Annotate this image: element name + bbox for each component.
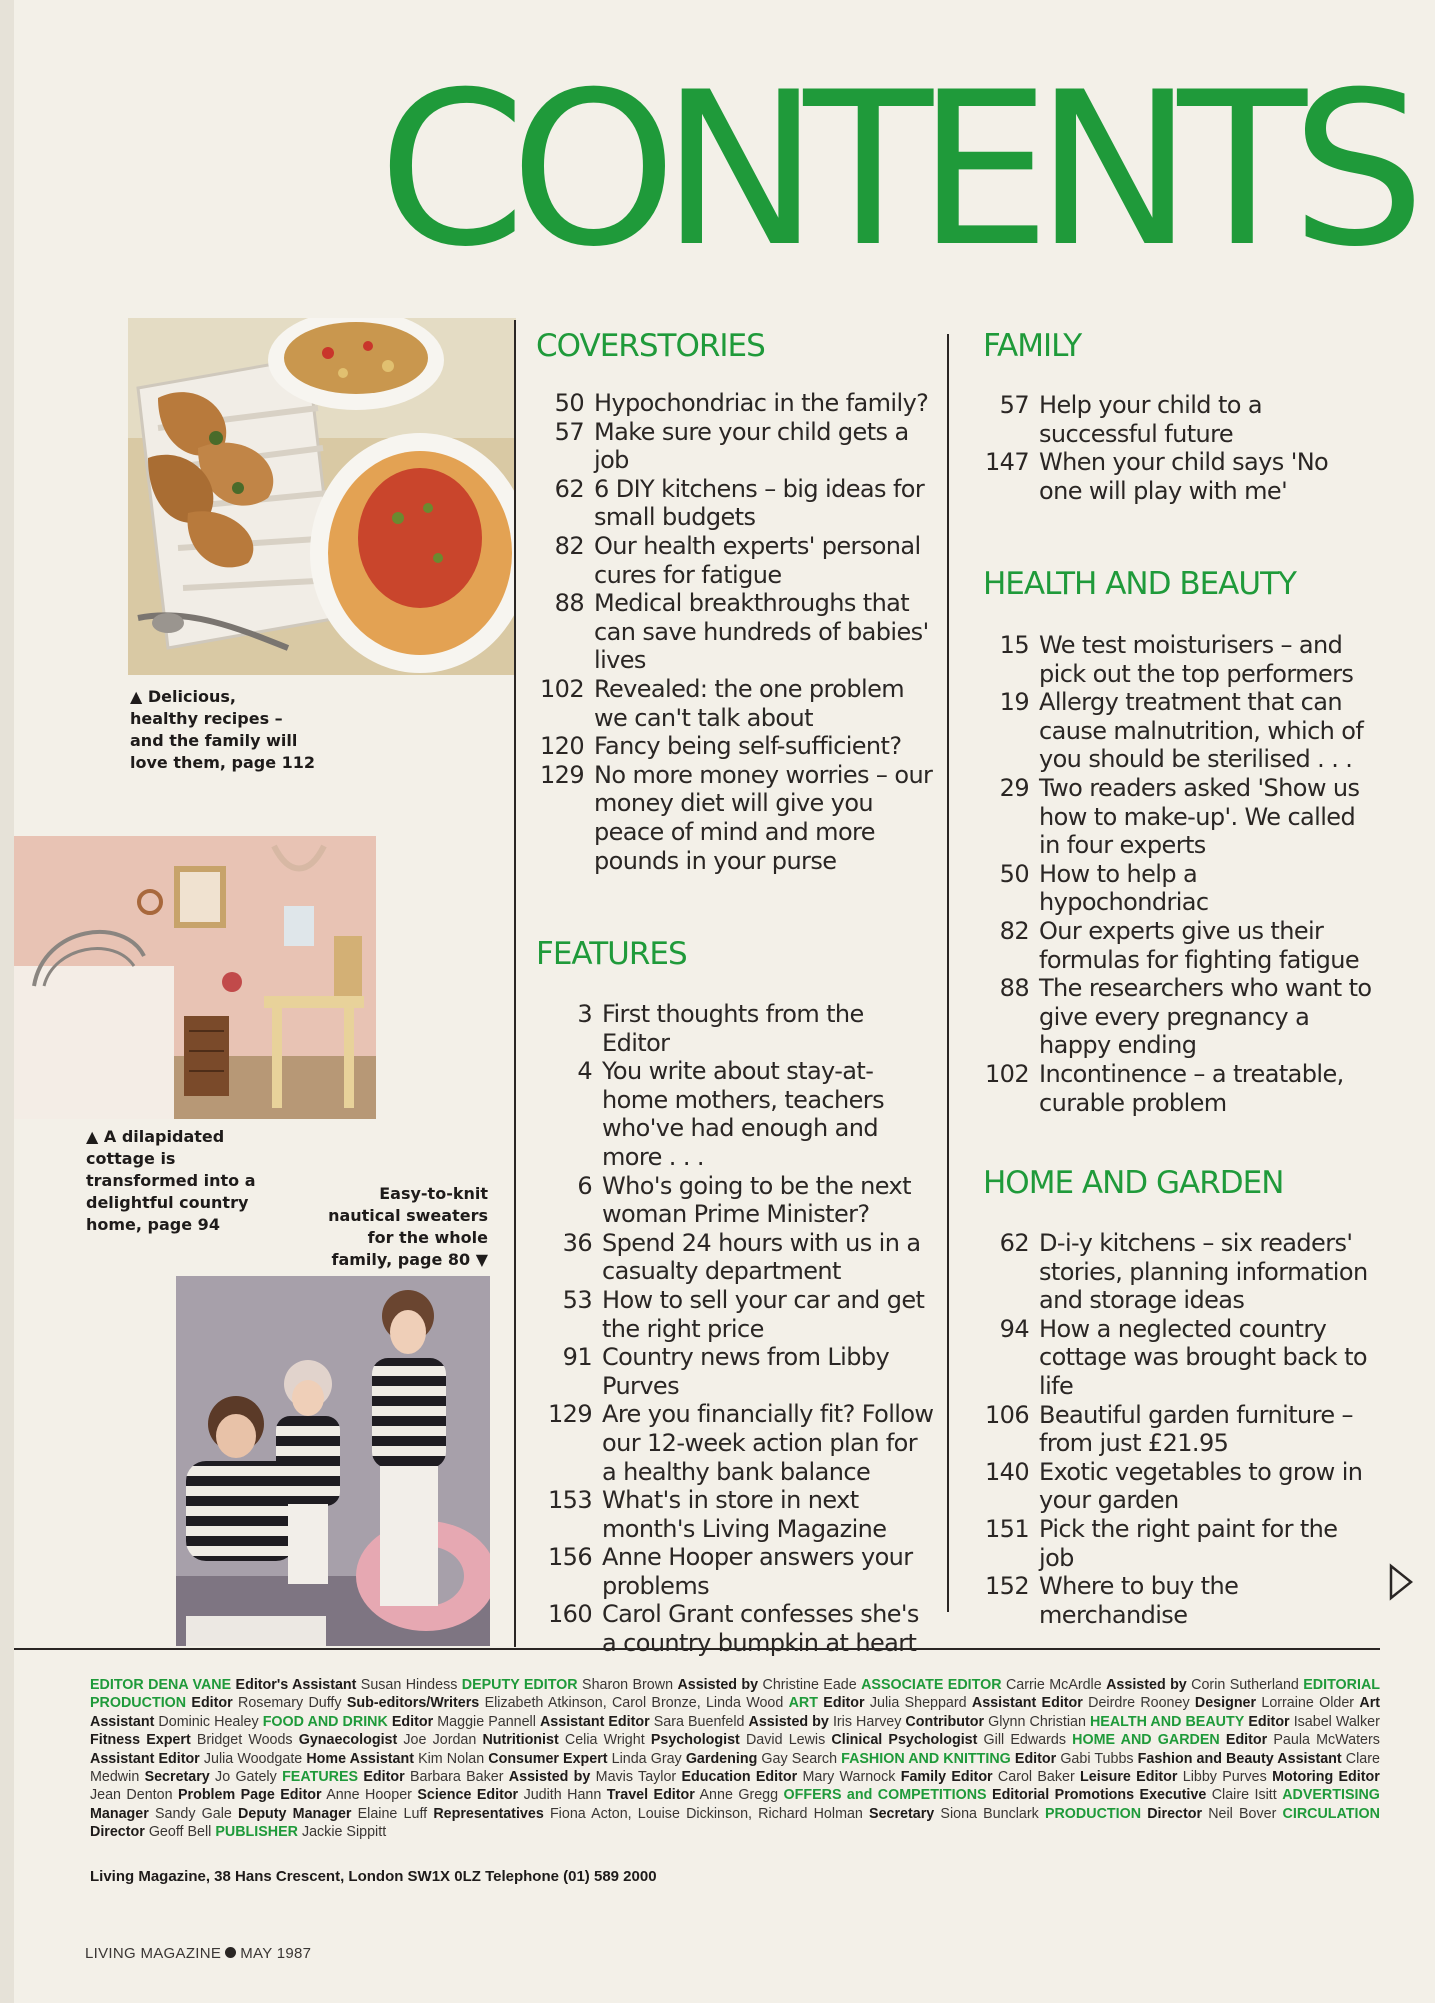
credit-role: Assistant Editor bbox=[90, 1750, 200, 1767]
column-rule-right bbox=[947, 334, 949, 1612]
credit-name: Geoff Bell bbox=[148, 1824, 212, 1841]
credit-name: Christine Eade bbox=[762, 1677, 857, 1693]
entry-text: 6 DIY kitchens – big ideas for small budgets bbox=[594, 474, 925, 532]
entry-page-number: 3 bbox=[577, 1000, 592, 1028]
credit-role: Science Editor bbox=[417, 1787, 519, 1804]
credit-name: Judith Hann bbox=[523, 1787, 602, 1804]
sweaters-photo bbox=[176, 1276, 490, 1646]
contents-entry bbox=[983, 1229, 1373, 1315]
credit-name: Sandy Gale bbox=[154, 1805, 232, 1822]
credit-department: ART bbox=[788, 1695, 818, 1712]
entry-text: D-i-y kitchens – six readers' stories, planning information and storage ideas bbox=[1039, 1229, 1368, 1315]
credit-role: Director bbox=[1147, 1805, 1203, 1822]
credit-department: FASHION AND KNITTING bbox=[841, 1750, 1011, 1767]
credit-name: Mavis Taylor bbox=[595, 1769, 677, 1786]
credit-department: PRODUCTION bbox=[1044, 1805, 1142, 1822]
credit-role: Gynaecologist bbox=[298, 1732, 398, 1749]
entry-text: Where to buy the merchandise bbox=[1039, 1572, 1239, 1629]
entry-page-number: 50 bbox=[999, 859, 1029, 888]
contents-entry bbox=[536, 1286, 936, 1343]
credit-name: Corin Sutherland bbox=[1191, 1677, 1299, 1693]
credit-name: Paula McWaters bbox=[1273, 1732, 1380, 1749]
credit-name: Gabi Tubbs bbox=[1060, 1750, 1134, 1767]
credit-name: Baker bbox=[466, 1769, 504, 1786]
contents-entry bbox=[536, 389, 936, 418]
entry-text: Pick the right paint for the job bbox=[1039, 1514, 1338, 1572]
credit-name: Anne Gregg bbox=[699, 1787, 779, 1804]
credit-department: OFFERS and COMPETITIONS bbox=[783, 1787, 987, 1804]
credit-department: ADVERTISING bbox=[1282, 1787, 1380, 1804]
credit-role: Assistant Editor bbox=[539, 1713, 650, 1730]
credit-role: Problem Page Editor bbox=[177, 1787, 322, 1804]
credit-role: Assistant Editor bbox=[971, 1695, 1083, 1712]
entry-text: Two readers asked 'Show us how to make-up'. We called in four experts bbox=[1039, 773, 1360, 860]
credit-name: Neil Bover bbox=[1208, 1805, 1277, 1822]
credit-role: Gardening bbox=[685, 1750, 758, 1767]
entry-text: How a neglected country cottage was brought back to life bbox=[1039, 1314, 1368, 1400]
credit-role: Director bbox=[90, 1824, 145, 1841]
entry-text: How to sell your car and get the right price bbox=[602, 1285, 925, 1343]
credit-department: EDITOR DENA VANE bbox=[90, 1677, 232, 1693]
entry-text: Who's going to be the next woman Prime Minister? bbox=[602, 1171, 911, 1229]
sweaters-caption: Easy-to-knit nautical sweaters for the whole family, page 80 ▼ bbox=[328, 1184, 488, 1269]
section-title-family: FAMILY bbox=[983, 328, 1082, 364]
credit-name: Susan Hindess bbox=[360, 1677, 458, 1693]
section-title-features: FEATURES bbox=[536, 936, 687, 972]
contents-entry bbox=[536, 1600, 936, 1657]
credit-name: Kim Nolan bbox=[418, 1750, 485, 1767]
credit-role: Home Assistant bbox=[306, 1750, 414, 1767]
credit-role: Family Editor bbox=[900, 1769, 993, 1786]
entry-page-number: 62 bbox=[554, 474, 584, 503]
entry-page-number: 88 bbox=[999, 974, 1029, 1003]
contents-entry bbox=[536, 1000, 936, 1057]
credit-name: Clare Medwin bbox=[90, 1750, 1380, 1786]
credit-role: Assisted by bbox=[677, 1677, 759, 1693]
credit-department: ASSOCIATE EDITOR bbox=[861, 1677, 1002, 1693]
entry-page-number: 147 bbox=[984, 448, 1029, 477]
health-beauty-section bbox=[983, 566, 1373, 1117]
cottage-caption: ▲ A dilapidated cottage is transformed into a delightful country home, page 94 bbox=[86, 1127, 256, 1234]
contents-entry bbox=[536, 1057, 936, 1171]
credit-name: Joe Jordan bbox=[403, 1732, 477, 1749]
entry-page-number: 4 bbox=[577, 1057, 592, 1086]
features-list bbox=[536, 1000, 936, 1658]
credit-name: Deirdre Rooney bbox=[1088, 1695, 1190, 1712]
credit-role: Nutritionist bbox=[482, 1732, 559, 1749]
credit-name: Elizabeth Atkinson, Carol Bronze, Linda Wood bbox=[484, 1695, 784, 1712]
contents-entry bbox=[536, 475, 936, 532]
contents-entry bbox=[983, 391, 1373, 448]
credit-name: Anne Hooper bbox=[326, 1787, 412, 1804]
credit-name: Sharon Brown bbox=[582, 1677, 674, 1693]
credit-department: FOOD AND DRINK bbox=[262, 1713, 388, 1730]
contents-entry bbox=[983, 1060, 1373, 1117]
entry-text: Revealed: the one problem we can't talk about bbox=[594, 674, 905, 732]
entry-text: Incontinence – a treatable, curable problem bbox=[1039, 1059, 1344, 1117]
column-rule-left bbox=[514, 320, 516, 1647]
credit-department: HEALTH AND BEAUTY bbox=[1089, 1713, 1245, 1730]
entry-page-number: 15 bbox=[999, 631, 1029, 659]
credit-department: HOME AND GARDEN bbox=[1072, 1732, 1220, 1749]
contents-entry bbox=[536, 675, 936, 732]
entry-page-number: 91 bbox=[562, 1343, 592, 1372]
credit-name: Bridget Woods bbox=[196, 1732, 293, 1749]
contents-entry bbox=[536, 1229, 936, 1286]
entry-text: Help your child to a successful future bbox=[1039, 391, 1262, 448]
contents-entry bbox=[536, 1400, 936, 1486]
contents-entry bbox=[983, 1401, 1373, 1458]
staff-credits bbox=[90, 1676, 1380, 1842]
health-beauty-list bbox=[983, 631, 1373, 1117]
contents-entry bbox=[983, 688, 1373, 774]
credit-role: Travel Editor bbox=[606, 1787, 695, 1804]
contents-entry bbox=[983, 774, 1373, 860]
contents-entry bbox=[983, 974, 1373, 1060]
page-title: CONTENTS bbox=[378, 46, 1410, 293]
section-title-home-garden: HOME AND GARDEN bbox=[983, 1165, 1284, 1201]
entry-page-number: 94 bbox=[999, 1314, 1029, 1343]
entry-text: Spend 24 hours with us in a casualty department bbox=[602, 1228, 921, 1286]
credit-name: Jackie Sippitt bbox=[301, 1824, 387, 1841]
cover-stories-list bbox=[536, 389, 936, 875]
credit-role: Editor's Assistant bbox=[235, 1677, 357, 1693]
credit-role: Psychologist bbox=[650, 1732, 740, 1749]
credit-department: CIRCULATION bbox=[1282, 1805, 1380, 1822]
credit-name: Elaine Luff bbox=[357, 1805, 428, 1822]
credit-role: Assisted by bbox=[508, 1769, 591, 1786]
credit-role: Contributor bbox=[905, 1713, 985, 1730]
next-page-arrow-icon[interactable] bbox=[1388, 1563, 1414, 1606]
credit-name: Celia Wright bbox=[564, 1732, 645, 1749]
credit-name: Linda Gray bbox=[611, 1750, 682, 1767]
entry-page-number: 160 bbox=[547, 1600, 592, 1629]
entry-page-number: 29 bbox=[999, 773, 1029, 802]
entry-page-number: 36 bbox=[562, 1228, 592, 1257]
page-edge bbox=[0, 0, 14, 2003]
entry-text: Our experts give us their formulas for fighting fatigue bbox=[1039, 916, 1360, 974]
credit-name: Mary Warnock bbox=[802, 1769, 896, 1786]
credit-role: Designer bbox=[1194, 1695, 1257, 1712]
entry-text: Exotic vegetables to grow in your garden bbox=[1039, 1457, 1363, 1515]
contents-entry bbox=[983, 860, 1373, 917]
credit-name: Iris Harvey bbox=[832, 1713, 902, 1730]
contents-entry bbox=[536, 418, 936, 475]
credit-name: Lorraine Older bbox=[1261, 1695, 1355, 1712]
page-footer bbox=[85, 1945, 311, 1962]
entry-page-number: 88 bbox=[554, 589, 584, 618]
contents-entry bbox=[536, 1486, 936, 1543]
credit-role: Representatives bbox=[433, 1805, 544, 1822]
credit-name: Carol Baker bbox=[997, 1769, 1075, 1786]
credit-name: Jean Denton bbox=[90, 1787, 173, 1804]
cover-stories-section bbox=[536, 328, 936, 875]
contents-entry bbox=[536, 1343, 936, 1400]
credit-name: Fiona Acton, Louise Dickinson, Richard Holman bbox=[549, 1805, 863, 1822]
entry-page-number: 152 bbox=[984, 1572, 1029, 1601]
entry-page-number: 102 bbox=[539, 674, 584, 703]
credit-role: Clinical Psychologist bbox=[831, 1732, 978, 1749]
credit-role: Manager bbox=[90, 1805, 149, 1822]
entry-text: Are you financially fit? Follow our 12-week action plan for a healthy bank balance bbox=[602, 1400, 934, 1486]
entry-text: We test moisturisers – and pick out the top performers bbox=[1039, 631, 1354, 688]
food-caption: ▲ Delicious, healthy recipes – and the family will love them, page 112 bbox=[130, 687, 316, 772]
credit-name: Glynn Christian bbox=[988, 1713, 1086, 1730]
credit-name: Julia Sheppard bbox=[869, 1695, 967, 1712]
credit-role: Fashion and Beauty Assistant bbox=[1137, 1750, 1342, 1767]
credit-role: Editor bbox=[191, 1695, 233, 1712]
entry-text: Anne Hooper answers your problems bbox=[602, 1543, 913, 1600]
entry-page-number: 82 bbox=[999, 916, 1029, 945]
footer-issue: MAY 1987 bbox=[240, 1945, 312, 1962]
entry-text: Allergy treatment that can cause malnutrition, which of you should be sterilised . . . bbox=[1039, 688, 1364, 774]
credit-name: Maggie Pannell bbox=[437, 1713, 536, 1730]
food-photo bbox=[128, 318, 516, 675]
credit-name: Julia Woodgate bbox=[203, 1750, 303, 1767]
credit-name: Claire Isitt bbox=[1211, 1787, 1277, 1804]
contents-entry bbox=[983, 631, 1373, 688]
entry-page-number: 153 bbox=[547, 1486, 592, 1515]
credit-role: Editorial Promotions Executive bbox=[992, 1787, 1207, 1804]
credit-role: Art Assistant bbox=[90, 1695, 1381, 1730]
entry-page-number: 82 bbox=[554, 531, 584, 560]
entry-text: No more money worries – our money diet will give you peace of mind and more pounds in your purse bbox=[594, 760, 933, 875]
credit-department: FEATURES bbox=[282, 1769, 359, 1786]
credit-role: Secretary bbox=[144, 1769, 210, 1786]
credit-name: Barbara bbox=[409, 1769, 461, 1786]
credit-role: Sub-editors/Writers bbox=[346, 1695, 480, 1712]
credit-name: Gill Edwards bbox=[983, 1732, 1066, 1749]
credit-name: Isabel Walker bbox=[1293, 1713, 1380, 1730]
section-title-health-beauty: HEALTH AND BEAUTY bbox=[983, 566, 1296, 602]
entry-page-number: 19 bbox=[999, 688, 1029, 717]
entry-text: Beautiful garden furniture – from just £21.95 bbox=[1039, 1400, 1353, 1458]
entry-text: How to help a hypochondriac bbox=[1039, 859, 1209, 917]
credit-department: PUBLISHER bbox=[215, 1824, 298, 1841]
credit-role: Editor bbox=[1014, 1750, 1057, 1767]
entry-text: First thoughts from the Editor bbox=[602, 1000, 864, 1057]
entry-text: Fancy being self-sufficient? bbox=[594, 732, 902, 761]
home-garden-list bbox=[983, 1229, 1373, 1629]
credit-role: Deputy Manager bbox=[238, 1805, 352, 1822]
contents-entry bbox=[983, 1515, 1373, 1572]
contents-entry bbox=[536, 1172, 936, 1229]
home-garden-section bbox=[983, 1165, 1373, 1629]
credit-name: Siona Bunclark bbox=[940, 1805, 1039, 1822]
footer-magazine: LIVING MAGAZINE bbox=[85, 1945, 222, 1962]
entry-text: Hypochondriac in the family? bbox=[594, 389, 929, 417]
credit-name: David Lewis bbox=[745, 1732, 826, 1749]
entry-text: You write about stay-at-home mothers, teachers who've had enough and more . . . bbox=[602, 1057, 884, 1171]
credit-name: Dominic Healey bbox=[158, 1713, 259, 1730]
credit-name: Libby Purves bbox=[1182, 1769, 1267, 1786]
entry-text: Medical breakthroughs that can save hundreds of babies' lives bbox=[594, 589, 929, 675]
entry-page-number: 57 bbox=[554, 417, 584, 446]
credit-role: Editor bbox=[1225, 1732, 1268, 1749]
credit-name: Gay Search bbox=[761, 1750, 838, 1767]
credit-role: Editor bbox=[1248, 1713, 1290, 1730]
entry-text: Our health experts' personal cures for fatigue bbox=[594, 531, 921, 589]
entry-page-number: 129 bbox=[547, 1400, 592, 1429]
entry-page-number: 106 bbox=[984, 1400, 1029, 1429]
bullet-icon bbox=[225, 1947, 236, 1958]
contents-entry bbox=[536, 1543, 936, 1600]
credit-role: Editor bbox=[391, 1713, 434, 1730]
contents-entry bbox=[536, 732, 936, 761]
credit-role: Education Editor bbox=[681, 1769, 798, 1786]
family-list bbox=[983, 391, 1373, 505]
entry-page-number: 62 bbox=[999, 1229, 1029, 1257]
section-title-cover-stories: COVERSTORIES bbox=[536, 328, 765, 364]
entry-page-number: 57 bbox=[999, 391, 1029, 419]
credit-role: Assisted by bbox=[1106, 1677, 1187, 1693]
entry-text: Carol Grant confesses she's a country bumpkin at heart bbox=[602, 1600, 919, 1658]
contents-entry bbox=[983, 1572, 1373, 1629]
credit-role: Fitness Expert bbox=[90, 1732, 191, 1749]
entry-text: What's in store in next month's Living Magazine bbox=[602, 1486, 887, 1543]
contents-entry bbox=[536, 589, 936, 675]
entry-page-number: 151 bbox=[984, 1514, 1029, 1543]
contents-entry bbox=[536, 761, 936, 875]
credit-name: Rosemary Duffy bbox=[238, 1695, 342, 1712]
credit-role: Editor bbox=[363, 1769, 405, 1786]
entry-page-number: 129 bbox=[539, 760, 584, 789]
entry-text: When your child says 'No one will play with me' bbox=[1039, 448, 1329, 505]
contents-entry bbox=[983, 1458, 1373, 1515]
contents-entry bbox=[983, 448, 1373, 505]
credit-department: EDITORIAL PRODUCTION bbox=[90, 1677, 1381, 1712]
contents-entry bbox=[983, 917, 1373, 974]
entry-text: The researchers who want to give every pregnancy a happy ending bbox=[1039, 974, 1372, 1060]
credit-name: Carrie McArdle bbox=[1005, 1677, 1102, 1693]
entry-page-number: 140 bbox=[984, 1457, 1029, 1486]
credit-role: Editor bbox=[823, 1695, 865, 1712]
contents-entry bbox=[983, 1315, 1373, 1401]
contents-entry bbox=[536, 532, 936, 589]
family-section bbox=[983, 328, 1373, 505]
credit-role: Assisted by bbox=[748, 1713, 829, 1730]
address-line: Living Magazine, 38 Hans Crescent, London SW1X 0LZ Telephone (01) 589 2000 bbox=[90, 1868, 657, 1885]
credit-department: DEPUTY EDITOR bbox=[461, 1677, 578, 1693]
credit-name: Sara Buenfeld bbox=[653, 1713, 745, 1730]
entry-page-number: 6 bbox=[577, 1171, 592, 1200]
features-section bbox=[536, 936, 936, 1658]
entry-text: Make sure your child gets a job bbox=[594, 417, 909, 475]
credit-role: Motoring Editor bbox=[1272, 1769, 1380, 1786]
credit-role: Leisure Editor bbox=[1080, 1769, 1178, 1786]
entry-page-number: 50 bbox=[554, 389, 584, 417]
entry-page-number: 156 bbox=[547, 1543, 592, 1572]
credit-role: Consumer Expert bbox=[488, 1750, 608, 1767]
entry-page-number: 53 bbox=[562, 1285, 592, 1314]
entry-page-number: 120 bbox=[539, 732, 584, 761]
cottage-photo bbox=[14, 836, 376, 1119]
credit-name: Jo Gately bbox=[215, 1769, 277, 1786]
entry-page-number: 102 bbox=[984, 1059, 1029, 1088]
entry-text: Country news from Libby Purves bbox=[602, 1343, 890, 1400]
credit-role: Secretary bbox=[869, 1805, 935, 1822]
